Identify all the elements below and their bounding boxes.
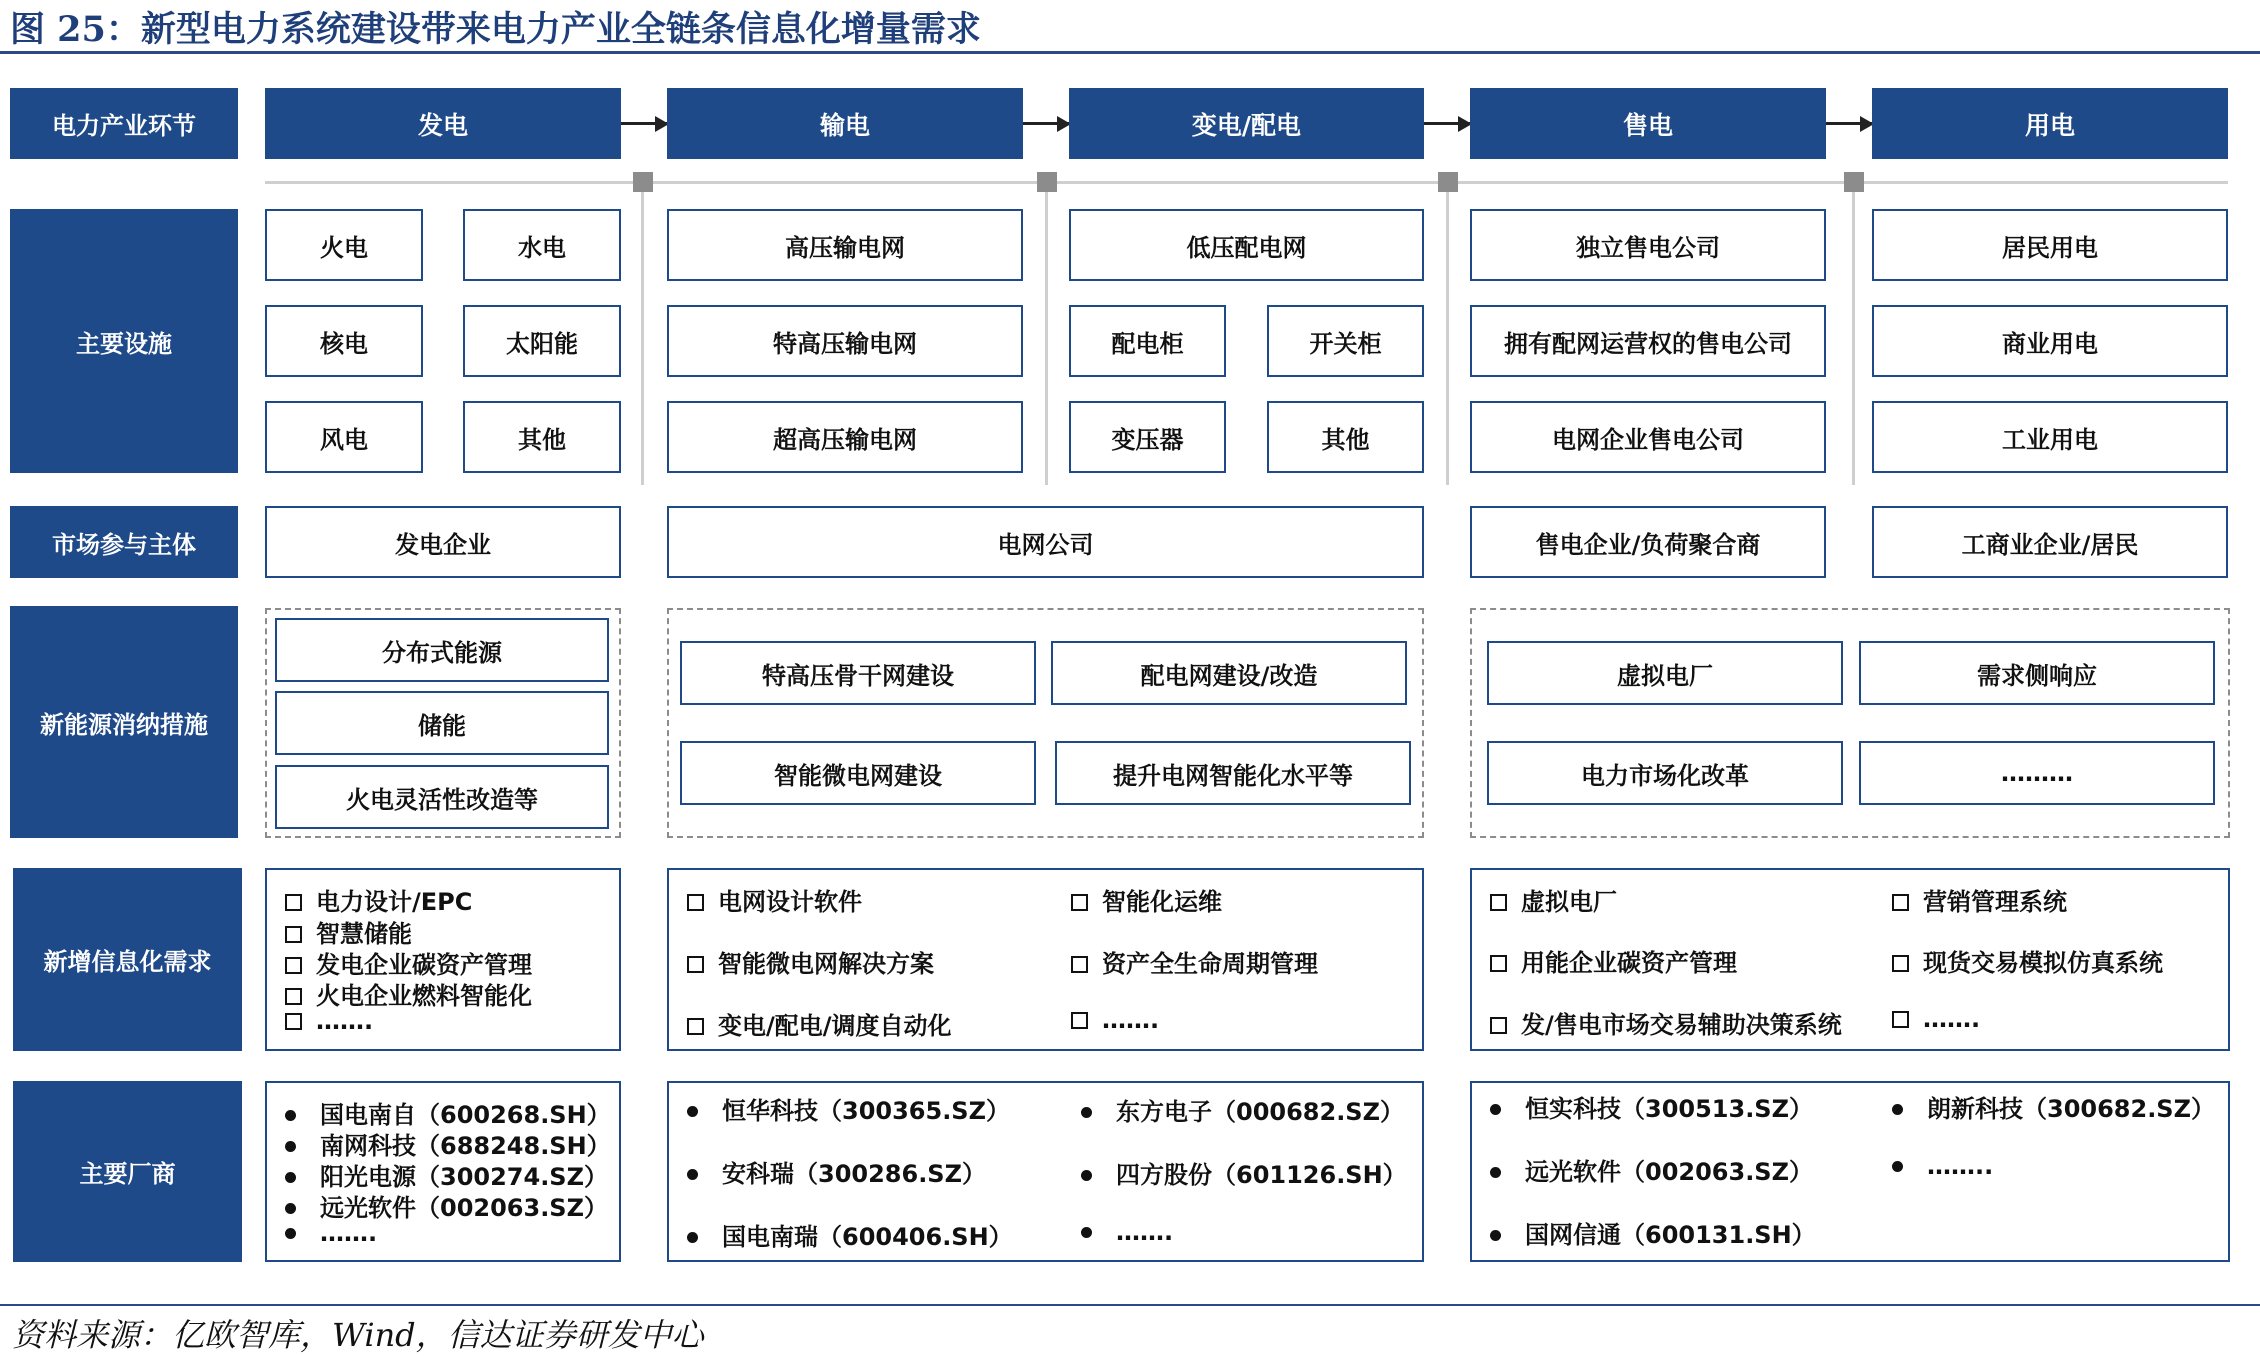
measure-box: 电力市场化改革 — [1487, 741, 1843, 805]
vendor-item: 远光软件（002063.SZ） — [285, 1188, 608, 1223]
separator-line — [1446, 182, 1449, 485]
top-rule — [0, 51, 2260, 54]
row-label-market: 市场参与主体 — [10, 506, 238, 578]
junction-square-icon — [1438, 172, 1458, 192]
market-box: 工商业企业/居民 — [1872, 506, 2228, 578]
measure-box: 需求侧响应 — [1859, 641, 2215, 705]
market-box: 发电企业 — [265, 506, 621, 578]
vendors-panel-grid — [667, 1081, 1424, 1262]
stage-distribution: 变电/配电 — [1069, 88, 1424, 159]
arrow-icon — [621, 122, 667, 125]
checkbox-item: 智慧储能 — [285, 914, 412, 949]
measure-box: 特高压骨干网建设 — [680, 641, 1036, 705]
vendor-item: 恒华科技（300365.SZ） — [687, 1091, 1010, 1126]
stage-generation: 发电 — [265, 88, 621, 159]
measure-box: 火电灵活性改造等 — [275, 765, 609, 829]
market-box: 售电企业/负荷聚合商 — [1470, 506, 1826, 578]
vendor-item: 国电南瑞（600406.SH） — [687, 1217, 1013, 1252]
checkbox-item: 发/售电市场交易辅助决策系统 — [1490, 1005, 1842, 1040]
vendor-item: 远光软件（002063.SZ） — [1490, 1152, 1813, 1187]
stage-retail: 售电 — [1470, 88, 1826, 159]
measure-box: 智能微电网建设 — [680, 741, 1036, 805]
facility-box: 火电 — [265, 209, 423, 281]
vendor-item: 国电南自（600268.SH） — [285, 1095, 611, 1130]
checkbox-item: 用能企业碳资产管理 — [1490, 943, 1737, 978]
facility-box: 风电 — [265, 401, 423, 473]
facility-box: 电网企业售电公司 — [1470, 401, 1826, 473]
facility-box: 开关柜 — [1267, 305, 1424, 377]
measure-box: 配电网建设/改造 — [1051, 641, 1407, 705]
checkbox-item: 营销管理系统 — [1892, 882, 2067, 917]
figure-title: 图 25：新型电力系统建设带来电力产业全链条信息化增量需求 — [10, 9, 981, 50]
vendor-item: 安科瑞（300286.SZ） — [687, 1154, 986, 1189]
row-label-chain: 电力产业环节 — [10, 88, 238, 159]
checkbox-item: 电网设计软件 — [687, 882, 862, 917]
junction-square-icon — [633, 172, 653, 192]
facility-box: 核电 — [265, 305, 423, 377]
vendor-item: 国网信通（600131.SH） — [1490, 1215, 1816, 1250]
facility-box: 超高压输电网 — [667, 401, 1023, 473]
facility-box: 低压配电网 — [1069, 209, 1424, 281]
vendor-item: 朗新科技（300682.SZ） — [1892, 1089, 2215, 1124]
infoneeds-panel-retail — [1470, 868, 2230, 1051]
facility-box: 独立售电公司 — [1470, 209, 1826, 281]
vendor-item: 四方股份（601126.SH） — [1081, 1155, 1407, 1190]
vendor-item: 南网科技（688248.SH） — [285, 1126, 611, 1161]
stage-transmission: 输电 — [667, 88, 1023, 159]
separator-line — [1045, 182, 1048, 485]
checkbox-item: 智能微电网解决方案 — [687, 944, 934, 979]
checkbox-item: ……. — [1071, 1006, 1159, 1034]
vendor-item: 恒实科技（300513.SZ） — [1490, 1089, 1813, 1124]
measure-box: 分布式能源 — [275, 618, 609, 682]
market-box: 电网公司 — [667, 506, 1424, 578]
arrow-icon — [1023, 122, 1069, 125]
infoneeds-panel-grid — [667, 868, 1424, 1051]
bottom-rule — [0, 1304, 2260, 1306]
facility-box: 工业用电 — [1872, 401, 2228, 473]
row-label-infoneeds: 新增信息化需求 — [13, 868, 242, 1051]
row-label-newenergy: 新能源消纳措施 — [10, 606, 238, 838]
connector-line — [265, 181, 2228, 184]
separator-line — [1852, 182, 1855, 485]
row-label-vendors: 主要厂商 — [13, 1081, 242, 1262]
measure-box: 提升电网智能化水平等 — [1055, 741, 1411, 805]
vendor-item: 东方电子（000682.SZ） — [1081, 1092, 1404, 1127]
facility-box: 拥有配网运营权的售电公司 — [1470, 305, 1826, 377]
checkbox-item: ……. — [285, 1007, 373, 1035]
checkbox-item: 电力设计/EPC — [285, 882, 472, 917]
facility-box: 变压器 — [1069, 401, 1226, 473]
checkbox-item: 资产全生命周期管理 — [1071, 944, 1318, 979]
checkbox-item: 智能化运维 — [1071, 882, 1222, 917]
separator-line — [641, 182, 644, 485]
arrow-icon — [1424, 122, 1470, 125]
measure-box: 虚拟电厂 — [1487, 641, 1843, 705]
measure-box: 储能 — [275, 691, 609, 755]
facility-box: 太阳能 — [463, 305, 621, 377]
facility-box: 其他 — [1267, 401, 1424, 473]
facility-box: 特高压输电网 — [667, 305, 1023, 377]
facility-box: 高压输电网 — [667, 209, 1023, 281]
checkbox-item: 虚拟电厂 — [1490, 882, 1617, 917]
checkbox-item: 火电企业燃料智能化 — [285, 976, 532, 1011]
junction-square-icon — [1844, 172, 1864, 192]
checkbox-item: 发电企业碳资产管理 — [285, 945, 532, 980]
facility-box: 配电柜 — [1069, 305, 1226, 377]
facility-box: 居民用电 — [1872, 209, 2228, 281]
row-label-facilities: 主要设施 — [10, 209, 238, 473]
junction-square-icon — [1037, 172, 1057, 192]
arrow-icon — [1826, 122, 1872, 125]
checkbox-item: ……. — [1892, 1005, 1980, 1033]
checkbox-item: 变电/配电/调度自动化 — [687, 1006, 952, 1041]
measure-box: ……… — [1859, 741, 2215, 805]
infoneeds-panel-generation — [265, 868, 621, 1051]
facility-box: 其他 — [463, 401, 621, 473]
source-note: 资料来源：亿欧智库，Wind，信达证券研发中心 — [12, 1316, 704, 1354]
vendor-item: …….. — [1892, 1152, 1993, 1180]
checkbox-item: 现货交易模拟仿真系统 — [1892, 943, 2163, 978]
vendors-panel-retail — [1470, 1081, 2230, 1262]
vendor-item: 阳光电源（300274.SZ） — [285, 1157, 608, 1192]
facility-box: 商业用电 — [1872, 305, 2228, 377]
facility-box: 水电 — [463, 209, 621, 281]
vendor-item: ……. — [285, 1219, 377, 1247]
stage-consumption: 用电 — [1872, 88, 2228, 159]
vendors-panel-generation — [265, 1081, 621, 1262]
vendor-item: ……. — [1081, 1218, 1173, 1246]
